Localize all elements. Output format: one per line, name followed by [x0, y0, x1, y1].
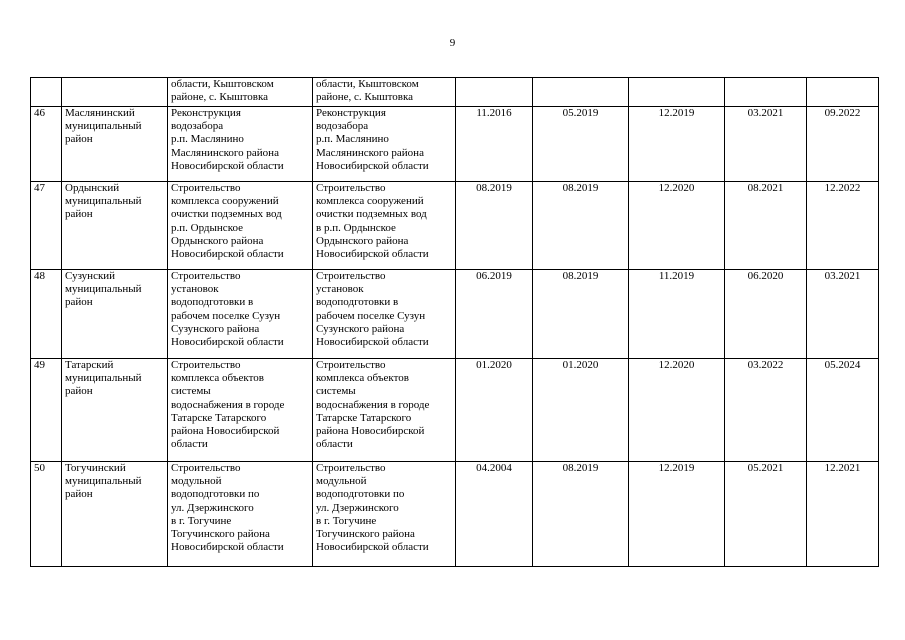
object-repeat-cell: области, Кыштовском районе, с. Кыштовка — [313, 78, 456, 107]
date-cell: 03.2022 — [725, 359, 807, 462]
row-number: 50 — [31, 462, 62, 567]
table-row — [31, 359, 879, 462]
date-cell: 12.2020 — [629, 359, 725, 462]
date-cell — [456, 78, 533, 107]
table-row — [31, 182, 879, 270]
date-cell: 06.2019 — [456, 270, 533, 359]
table-row — [31, 270, 879, 359]
date-cell: 08.2019 — [456, 182, 533, 270]
date-cell: 04.2004 — [456, 462, 533, 567]
date-cell — [533, 78, 629, 107]
row-number: 47 — [31, 182, 62, 270]
object-repeat-cell: Строительство комплекса сооружений очистки подземных вод в р.п. Ордынское Ордынского района Новосибирской области — [313, 182, 456, 270]
date-cell: 12.2019 — [629, 107, 725, 182]
date-cell — [725, 78, 807, 107]
object-repeat-cell: Реконструкция водозабора р.п. Маслянино Маслянинского района Новосибирской области — [313, 107, 456, 182]
object-repeat-cell: Строительство установок водоподготовки в рабочем поселке Сузун Сузунского района Новосибирской области — [313, 270, 456, 359]
date-cell: 08.2019 — [533, 182, 629, 270]
date-cell: 05.2019 — [533, 107, 629, 182]
date-cell: 05.2024 — [807, 359, 879, 462]
object-cell: области, Кыштовском районе, с. Кыштовка — [168, 78, 313, 107]
date-cell: 01.2020 — [533, 359, 629, 462]
date-cell: 12.2021 — [807, 462, 879, 567]
page-number: 9 — [449, 37, 456, 49]
projects-table — [30, 77, 879, 567]
date-cell: 06.2020 — [725, 270, 807, 359]
district-cell: Тогучинский муниципальный район — [62, 462, 168, 567]
district-cell: Татарский муниципальный район — [62, 359, 168, 462]
date-cell: 12.2020 — [629, 182, 725, 270]
object-repeat-cell: Строительство комплекса объектов системы водоснабжения в городе Татарске Татарского района Новосибирской области — [313, 359, 456, 462]
date-cell: 08.2019 — [533, 462, 629, 567]
district-cell: Сузунский муниципальный район — [62, 270, 168, 359]
object-cell: Строительство комплекса сооружений очистки подземных вод р.п. Ордынское Ордынского района Новосибирской области — [168, 182, 313, 270]
table-row — [31, 107, 879, 182]
date-cell: 11.2016 — [456, 107, 533, 182]
date-cell: 08.2019 — [533, 270, 629, 359]
row-number: 48 — [31, 270, 62, 359]
district-cell: Маслянинский муниципальный район — [62, 107, 168, 182]
date-cell: 09.2022 — [807, 107, 879, 182]
date-cell: 01.2020 — [456, 359, 533, 462]
table-row — [31, 462, 879, 567]
district-cell: Ордынский муниципальный район — [62, 182, 168, 270]
row-number: 46 — [31, 107, 62, 182]
date-cell: 08.2021 — [725, 182, 807, 270]
date-cell — [629, 78, 725, 107]
date-cell: 12.2022 — [807, 182, 879, 270]
object-cell: Строительство комплекса объектов системы водоснабжения в городе Татарске Татарского района Новосибирской области — [168, 359, 313, 462]
date-cell: 05.2021 — [725, 462, 807, 567]
date-cell: 03.2021 — [725, 107, 807, 182]
object-cell: Строительство модульной водоподготовки по ул. Дзержинского в г. Тогучине Тогучинского района Новосибирской области — [168, 462, 313, 567]
object-cell: Строительство установок водоподготовки в рабочем поселке Сузун Сузунского района Новосибирской области — [168, 270, 313, 359]
date-cell: 11.2019 — [629, 270, 725, 359]
date-cell — [807, 78, 879, 107]
object-cell: Реконструкция водозабора р.п. Маслянино Маслянинского района Новосибирской области — [168, 107, 313, 182]
date-cell: 12.2019 — [629, 462, 725, 567]
date-cell: 03.2021 — [807, 270, 879, 359]
row-number — [31, 78, 62, 107]
table-row — [31, 78, 879, 107]
object-repeat-cell: Строительство модульной водоподготовки по ул. Дзержинского в г. Тогучине Тогучинского района Новосибирской области — [313, 462, 456, 567]
district-cell — [62, 78, 168, 107]
row-number: 49 — [31, 359, 62, 462]
